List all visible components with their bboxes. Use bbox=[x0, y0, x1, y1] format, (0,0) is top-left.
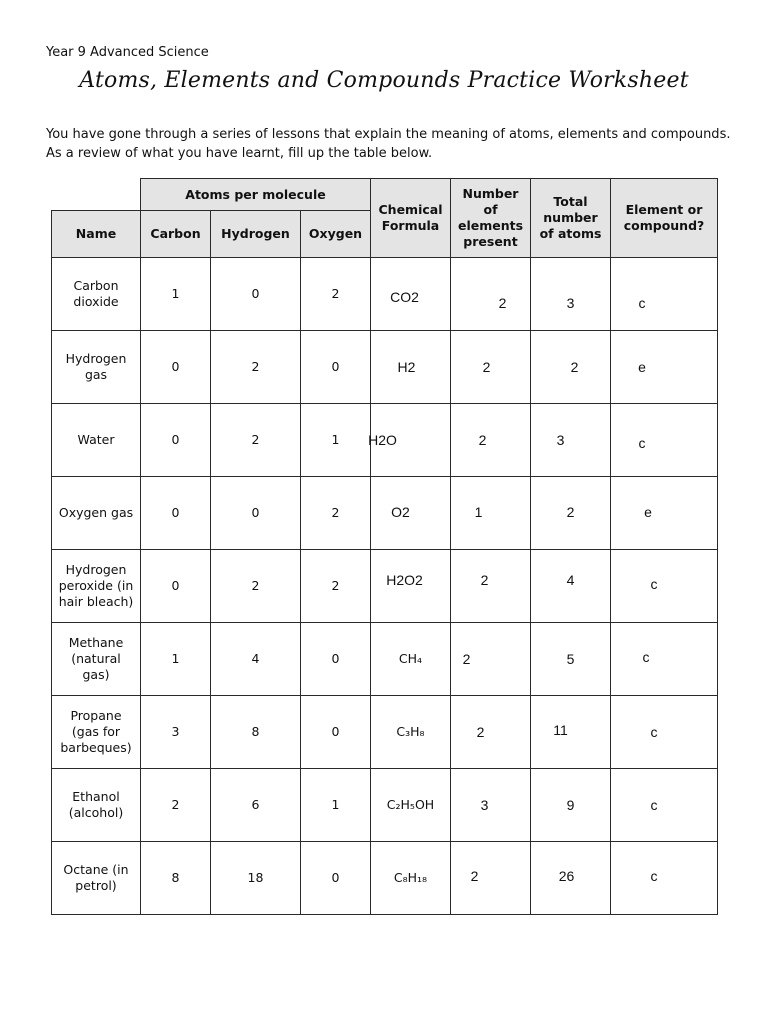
cell-hydrogen bbox=[210, 476, 301, 550]
cell-elements bbox=[450, 695, 531, 769]
cell-type-value: c bbox=[650, 868, 658, 884]
cell-type-value: c bbox=[642, 649, 650, 665]
cell-name-value: Hydrogen peroxide (in hair bleach) bbox=[58, 562, 134, 609]
cell-name bbox=[51, 549, 141, 623]
cell-oxygen bbox=[300, 695, 371, 769]
cell-hydrogen-value: 18 bbox=[247, 870, 264, 885]
cell-oxygen-value: 0 bbox=[331, 724, 340, 739]
cell-elements bbox=[450, 549, 531, 623]
cell-hydrogen-value: 6 bbox=[251, 797, 260, 812]
cell-formula-value: C₃H₈ bbox=[396, 724, 425, 739]
cell-oxygen bbox=[300, 768, 371, 842]
cell-oxygen-value: 1 bbox=[331, 797, 340, 812]
cell-formula-value: H2 bbox=[397, 359, 416, 375]
cell-formula-value: CO2 bbox=[390, 289, 419, 305]
col-header-total: Total number of atoms bbox=[530, 178, 611, 258]
cell-type-value: c bbox=[650, 797, 658, 813]
cell-oxygen bbox=[300, 403, 371, 477]
cell-type bbox=[610, 330, 718, 404]
cell-carbon bbox=[140, 549, 211, 623]
cell-hydrogen-value: 2 bbox=[251, 432, 260, 447]
cell-carbon-value: 3 bbox=[171, 724, 180, 739]
worksheet-title: Atoms, Elements and Compounds Practice Worksheet bbox=[79, 68, 689, 93]
cell-total bbox=[530, 476, 611, 550]
cell-elements-value: 2 bbox=[498, 295, 507, 311]
cell-hydrogen bbox=[210, 403, 301, 477]
cell-total-value: 11 bbox=[553, 722, 568, 738]
cell-oxygen bbox=[300, 841, 371, 915]
cell-carbon bbox=[140, 476, 211, 550]
cell-hydrogen-value: 2 bbox=[251, 359, 260, 374]
cell-carbon bbox=[140, 403, 211, 477]
cell-carbon bbox=[140, 695, 211, 769]
cell-total bbox=[530, 330, 611, 404]
cell-name bbox=[51, 841, 141, 915]
col-header-carbon: Carbon bbox=[140, 210, 211, 258]
cell-hydrogen-value: 0 bbox=[251, 505, 260, 520]
cell-elements-value: 2 bbox=[470, 868, 479, 884]
cell-total bbox=[530, 257, 611, 331]
cell-name bbox=[51, 768, 141, 842]
cell-hydrogen bbox=[210, 622, 301, 696]
cell-type bbox=[610, 841, 718, 915]
cell-oxygen bbox=[300, 257, 371, 331]
cell-total bbox=[530, 549, 611, 623]
cell-total bbox=[530, 622, 611, 696]
cell-hydrogen-value: 0 bbox=[251, 286, 260, 301]
cell-oxygen-value: 2 bbox=[331, 578, 340, 593]
cell-name-value: Carbon dioxide bbox=[73, 278, 119, 309]
cell-formula-value: H2O2 bbox=[386, 572, 423, 588]
cell-hydrogen-value: 2 bbox=[251, 578, 260, 593]
cell-oxygen-value: 0 bbox=[331, 651, 340, 666]
col-header-type: Element or compound? bbox=[610, 178, 718, 258]
course-label: Year 9 Advanced Science bbox=[46, 45, 209, 60]
cell-total-value: 3 bbox=[566, 295, 575, 311]
cell-oxygen-value: 2 bbox=[331, 286, 340, 301]
cell-total bbox=[530, 695, 611, 769]
cell-total bbox=[530, 403, 611, 477]
cell-name-value: Propane (gas for barbeques) bbox=[60, 708, 132, 755]
cell-formula bbox=[370, 549, 451, 623]
col-header-oxygen: Oxygen bbox=[300, 210, 371, 258]
cell-formula-value: C₂H₅OH bbox=[386, 797, 435, 812]
cell-name bbox=[51, 476, 141, 550]
atoms-per-molecule-header: Atoms per molecule bbox=[140, 178, 371, 211]
cell-formula-value: CH₄ bbox=[398, 651, 423, 666]
cell-elements bbox=[450, 841, 531, 915]
cell-oxygen bbox=[300, 476, 371, 550]
cell-elements-value: 2 bbox=[480, 572, 489, 588]
cell-carbon-value: 0 bbox=[171, 432, 180, 447]
cell-formula bbox=[370, 330, 451, 404]
cell-elements bbox=[450, 768, 531, 842]
cell-hydrogen bbox=[210, 330, 301, 404]
cell-type bbox=[610, 695, 718, 769]
cell-elements bbox=[450, 403, 531, 477]
cell-elements bbox=[450, 622, 531, 696]
cell-elements-value: 2 bbox=[462, 651, 471, 667]
cell-total bbox=[530, 768, 611, 842]
cell-carbon-value: 0 bbox=[171, 359, 180, 374]
cell-total-value: 26 bbox=[558, 868, 575, 884]
cell-type bbox=[610, 257, 718, 331]
cell-carbon bbox=[140, 257, 211, 331]
cell-elements bbox=[450, 476, 531, 550]
cell-formula bbox=[370, 257, 451, 331]
cell-formula bbox=[370, 403, 451, 477]
cell-carbon-value: 1 bbox=[171, 651, 180, 666]
cell-carbon-value: 2 bbox=[171, 797, 180, 812]
cell-type-value: c bbox=[650, 576, 658, 592]
col-header-formula: Chemical Formula bbox=[370, 178, 451, 258]
cell-total-value: 9 bbox=[566, 797, 575, 813]
cell-oxygen-value: 1 bbox=[331, 432, 340, 447]
cell-hydrogen bbox=[210, 768, 301, 842]
worksheet-table bbox=[51, 178, 718, 911]
cell-hydrogen bbox=[210, 841, 301, 915]
cell-formula bbox=[370, 695, 451, 769]
cell-carbon-value: 1 bbox=[171, 286, 180, 301]
cell-name bbox=[51, 330, 141, 404]
cell-hydrogen bbox=[210, 549, 301, 623]
cell-name-value: Water bbox=[77, 432, 115, 447]
cell-elements-value: 1 bbox=[474, 504, 483, 520]
cell-carbon bbox=[140, 841, 211, 915]
cell-oxygen bbox=[300, 622, 371, 696]
cell-elements-value: 2 bbox=[478, 432, 487, 448]
cell-type bbox=[610, 476, 718, 550]
cell-type-value: c bbox=[650, 724, 658, 740]
cell-oxygen-value: 0 bbox=[331, 359, 340, 374]
cell-name bbox=[51, 622, 141, 696]
cell-oxygen-value: 2 bbox=[331, 505, 340, 520]
cell-hydrogen-value: 8 bbox=[251, 724, 260, 739]
cell-hydrogen bbox=[210, 695, 301, 769]
cell-total-value: 3 bbox=[556, 432, 565, 448]
cell-formula bbox=[370, 768, 451, 842]
cell-carbon-value: 8 bbox=[171, 870, 180, 885]
cell-total-value: 2 bbox=[570, 359, 579, 375]
cell-name bbox=[51, 695, 141, 769]
cell-elements-value: 3 bbox=[480, 797, 489, 813]
cell-name-value: Ethanol (alcohol) bbox=[68, 789, 124, 820]
cell-carbon-value: 0 bbox=[171, 578, 180, 593]
cell-type-value: e bbox=[638, 359, 646, 375]
cell-total-value: 5 bbox=[566, 651, 575, 667]
col-header-name: Name bbox=[51, 210, 141, 258]
cell-total bbox=[530, 841, 611, 915]
cell-oxygen bbox=[300, 549, 371, 623]
cell-name bbox=[51, 257, 141, 331]
cell-formula-value: H2O bbox=[368, 432, 397, 448]
cell-total-value: 2 bbox=[566, 504, 575, 520]
cell-type bbox=[610, 549, 718, 623]
cell-formula-value: O2 bbox=[391, 504, 410, 520]
cell-name-value: Methane (natural gas) bbox=[68, 635, 124, 682]
intro-paragraph: You have gone through a series of lessons that explain the meaning of atoms, elements and compounds. As a review of what you have learnt, fill up the table below. bbox=[46, 127, 731, 161]
cell-type bbox=[610, 768, 718, 842]
cell-formula-value: C₈H₁₈ bbox=[393, 870, 428, 885]
cell-formula bbox=[370, 841, 451, 915]
cell-hydrogen-value: 4 bbox=[251, 651, 260, 666]
cell-elements bbox=[450, 330, 531, 404]
cell-name-value: Oxygen gas bbox=[58, 505, 134, 520]
cell-formula bbox=[370, 622, 451, 696]
col-header-hydrogen: Hydrogen bbox=[210, 210, 301, 258]
cell-type-value: c bbox=[638, 435, 646, 451]
cell-type-value: e bbox=[644, 504, 652, 520]
cell-elements bbox=[450, 257, 531, 331]
cell-oxygen bbox=[300, 330, 371, 404]
cell-type bbox=[610, 622, 718, 696]
cell-elements-value: 2 bbox=[482, 359, 491, 375]
cell-type bbox=[610, 403, 718, 477]
cell-carbon-value: 0 bbox=[171, 505, 180, 520]
cell-carbon bbox=[140, 330, 211, 404]
cell-name-value: Hydrogen gas bbox=[65, 351, 127, 382]
cell-formula bbox=[370, 476, 451, 550]
cell-elements-value: 2 bbox=[476, 724, 485, 740]
cell-carbon bbox=[140, 768, 211, 842]
cell-total-value: 4 bbox=[566, 572, 575, 588]
cell-carbon bbox=[140, 622, 211, 696]
cell-oxygen-value: 0 bbox=[331, 870, 340, 885]
cell-type-value: c bbox=[638, 295, 646, 311]
cell-hydrogen bbox=[210, 257, 301, 331]
col-header-elements: Number of elements present bbox=[450, 178, 531, 258]
cell-name bbox=[51, 403, 141, 477]
cell-name-value: Octane (in petrol) bbox=[63, 862, 129, 893]
